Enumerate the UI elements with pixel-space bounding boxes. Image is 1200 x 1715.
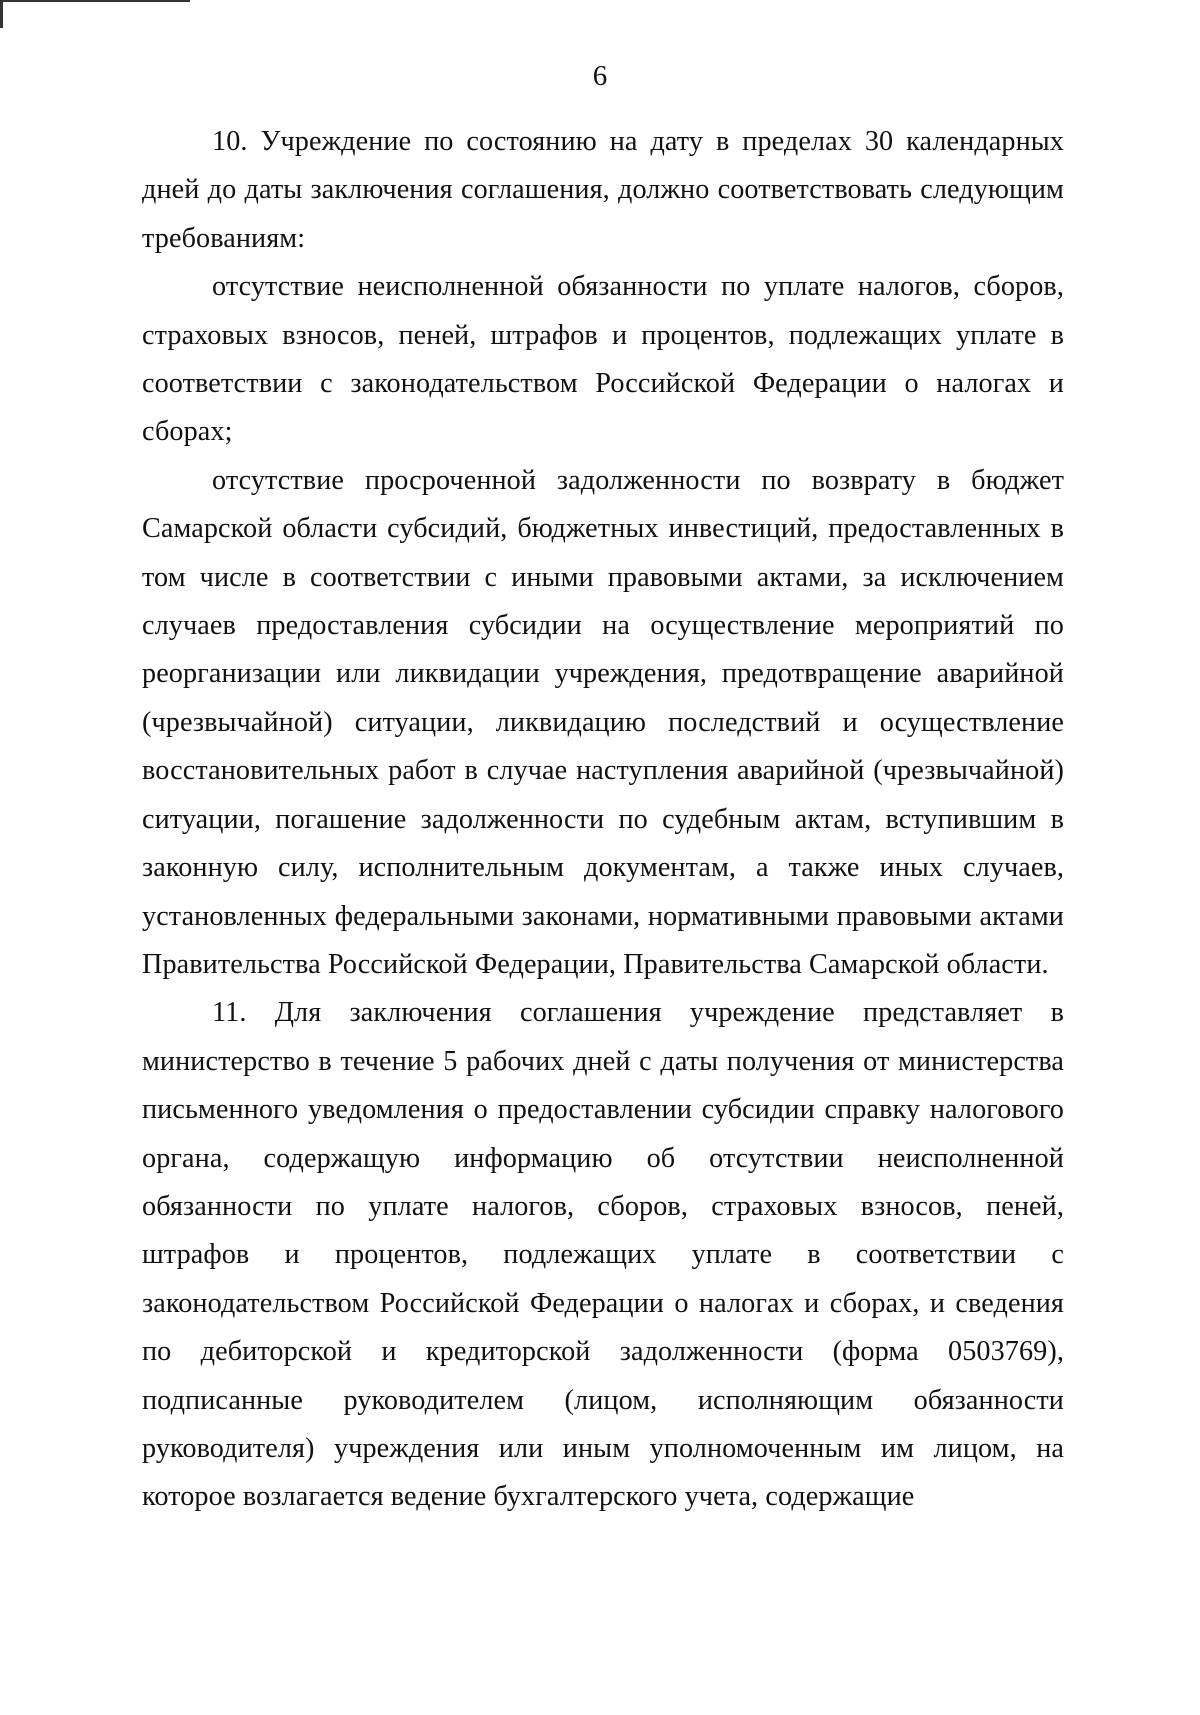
paragraph-tax-obligation: отсутствие неисполненной обязанности по уплате налогов, сборов, страховых взносов, пеней, штрафов и процентов, подлежащих уплате в соответствии с законодательством Российской Федерации о налогах и сборах;: [142, 271, 1064, 448]
scan-edge-top-mark: [0, 0, 190, 6]
paragraph-overdue-debt: отсутствие просроченной задолженности по возврату в бюджет Самарской области субсидий, бюджетных инвестиций, предоставленных в том числе в соответствии с иными правовыми актами, за исключением случаев предоставления субсидии на осуществление мероприятий по реорганизации или ликвидации учреждения, предотвращение аварийной (чрезвычайной) ситуации, ликвидацию последствий и осуществление восстановительных работ в случае наступления аварийной (чрезвычайной) ситуации, погашение задолженности по судебным актам, вступившим в законную силу, исполнительным документам, а также иных случаев, установленных федеральными законами, нормативными правовыми актами Правительства Российской Федерации, Правительства Самарской области.: [142, 464, 1064, 980]
document-body: [142, 118, 1064, 1522]
paragraph-item-10: 10. Учреждение по состоянию на дату в пределах 30 календарных дней до даты заключения соглашения, должно соответствовать следующим требованиям:: [142, 126, 1064, 254]
scan-edge-left-mark: [0, 0, 7, 28]
page-number: 6: [592, 60, 608, 92]
paragraph-item-11: 11. Для заключения соглашения учреждение представляет в министерство в течение 5 рабочих дней с даты получения от министерства письменного уведомления о предоставлении субсидии справку налогового органа, содержащую информацию об отсутствии неисполненной обязанности по уплате налогов, сборов, страховых взносов, пеней, штрафов и процентов, подлежащих уплате в соответствии с законодательством Российской Федерации о налогах и сборах, и сведения по дебиторской и кредиторской задолженности (форма 0503769), подписанные руководителем (лицом, исполняющим обязанности руководителя) учреждения или иным уполномоченным им лицом, на которое возлагается ведение бухгалтерского учета, содержащие: [142, 997, 1064, 1513]
